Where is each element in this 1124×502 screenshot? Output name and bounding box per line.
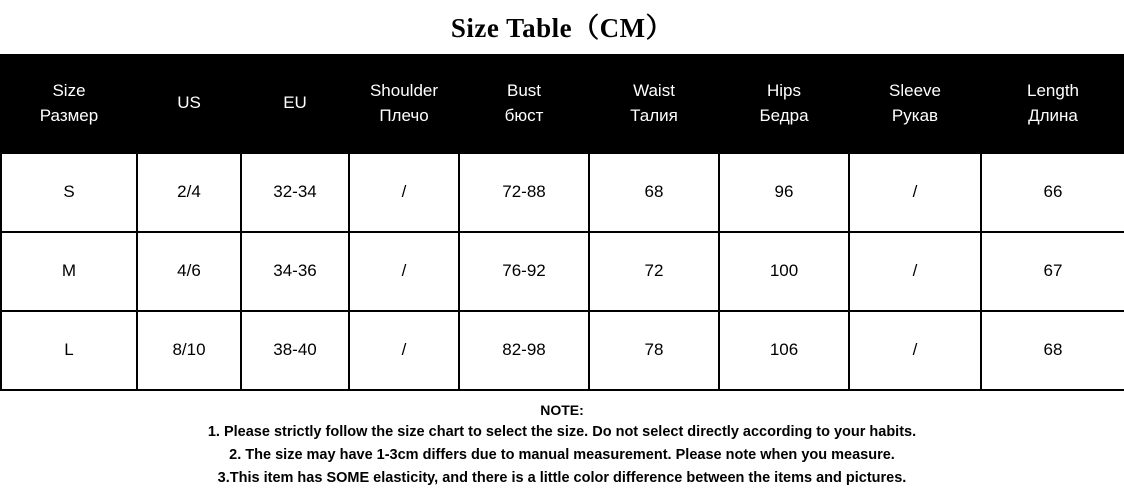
note-line-2: 2. The size may have 1-3cm differs due to manual measurement. Please note when you measure. [229,446,895,463]
table-row [1,153,1124,232]
column-header-size [1,55,137,153]
column-header-length-line1: Length [1027,81,1079,101]
cell-shoulder: / [349,232,459,311]
note-line-1: 1. Please strictly follow the size chart to select the size. Do not select directly according to your habits. [207,423,917,440]
cell-hips: 96 [719,153,849,232]
cell-length: 66 [981,153,1124,232]
column-header-eu [241,55,349,153]
column-header-us [137,55,241,153]
column-header-hips-line1: Hips [766,81,801,101]
cell-bust: 76-92 [459,232,589,311]
column-header-shoulder [349,55,459,153]
column-header-bust-line2: бюст [504,105,544,125]
column-header-shoulder-line2: Плечо [379,105,429,125]
cell-sleeve: / [849,232,981,311]
cell-eu: 34-36 [241,232,349,311]
cell-us: 4/6 [137,232,241,311]
column-header-hips [719,55,849,153]
column-header-length-line2: Длина [1028,105,1078,125]
column-header-waist-line2: Талия [630,105,678,125]
table-header [1,55,1124,153]
column-header-size-line2: Размер [39,105,99,125]
column-header-bust [459,55,589,153]
cell-us: 8/10 [137,311,241,390]
column-header-size-line1: Size [52,81,86,101]
column-header-shoulder-line1: Shoulder [369,81,439,101]
cell-eu: 38-40 [241,311,349,390]
cell-size: S [1,153,137,232]
table-row [1,311,1124,390]
cell-size: L [1,311,137,390]
note-line-3: 3.This item has SOME elasticity, and there is a little color difference between the items and pictures. [217,469,907,486]
column-header-bust-line1: Bust [506,81,542,101]
table-row [1,232,1124,311]
cell-hips: 100 [719,232,849,311]
cell-sleeve: / [849,153,981,232]
cell-waist: 78 [589,311,719,390]
notes-heading: NOTE: [540,401,584,418]
column-header-sleeve-line1: Sleeve [889,81,941,101]
cell-waist: 72 [589,232,719,311]
table-body [1,153,1124,390]
column-header-us-line1: US [177,93,201,113]
cell-sleeve: / [849,311,981,390]
cell-size: M [1,232,137,311]
cell-length: 67 [981,232,1124,311]
column-header-waist [589,55,719,153]
cell-eu: 32-34 [241,153,349,232]
column-header-hips-line2: Бедра [759,105,809,125]
cell-shoulder: / [349,153,459,232]
cell-bust: 82-98 [459,311,589,390]
column-header-eu-line1: EU [283,93,307,113]
cell-us: 2/4 [137,153,241,232]
cell-waist: 68 [589,153,719,232]
size-table [0,54,1124,391]
page-title: Size Table（CM） [450,13,674,43]
column-header-waist-line1: Waist [633,81,675,101]
cell-shoulder: / [349,311,459,390]
table-header-row [1,55,1124,153]
column-header-length [981,55,1124,153]
column-header-sleeve [849,55,981,153]
column-header-sleeve-line2: Рукав [891,105,939,125]
notes-section [0,391,1124,490]
cell-length: 68 [981,311,1124,390]
cell-bust: 72-88 [459,153,589,232]
cell-hips: 106 [719,311,849,390]
